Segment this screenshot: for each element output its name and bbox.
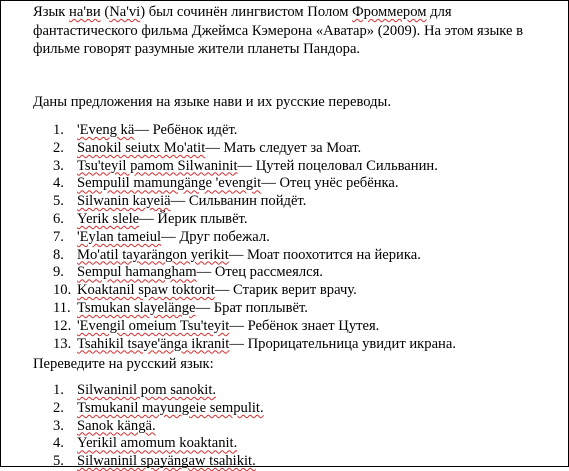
task-sentence: Yerikil amomum koaktanit. — [77, 435, 238, 452]
list-item — [53, 140, 456, 158]
item-number: 6. — [53, 210, 64, 227]
navi-sentence: Yerik slele — [77, 210, 140, 227]
examples-list — [53, 122, 456, 353]
item-number: 10. — [53, 282, 72, 299]
item-number: 5. — [53, 193, 64, 210]
list-item — [53, 211, 456, 229]
item-number: 1. — [53, 382, 64, 398]
item-number: 11. — [53, 299, 71, 316]
list-item — [53, 318, 456, 336]
navi-sentence: Tsmukan slayelänge — [77, 299, 196, 316]
russian-translation: — Ребёнок идёт. — [134, 122, 238, 138]
list-item — [53, 300, 456, 318]
task-sentence: Silwaninil pom sanokit. — [77, 382, 217, 398]
russian-translation: — Мать следует за Моат. — [205, 139, 362, 156]
intro-text: ( — [100, 4, 110, 20]
intro-paragraph — [33, 3, 553, 59]
navi-sentence: Koaktanil spaw toktorit — [77, 282, 215, 299]
list-item — [53, 264, 456, 282]
navi-sentence: 'Eylan tameiul — [77, 228, 162, 245]
examples-heading: Даны предложения на языке нави и их русские переводы. — [33, 94, 391, 110]
item-number: 2. — [53, 139, 64, 156]
list-item — [53, 158, 456, 176]
intro-navi-latin: Na'vi — [109, 4, 141, 20]
navi-sentence: Sempul hamangham — [77, 264, 197, 281]
navi-sentence: Sanokil seiutx Mo'atit — [77, 139, 206, 156]
navi-sentence: Tsu'teyil pamom Silwaninit — [77, 157, 238, 174]
list-item — [53, 453, 264, 471]
russian-translation: — Отец унёс ребёнка. — [261, 175, 399, 192]
intro-text: Язык — [33, 4, 70, 20]
russian-translation: — Ребёнок знает Цутея. — [229, 317, 380, 334]
item-number: 13. — [53, 335, 72, 352]
navi-sentence: 'Eveng kä — [77, 122, 135, 138]
russian-translation: — Друг побежал. — [161, 228, 270, 245]
intro-text: для фантастического фильма Джеймса Кэмерона «Аватар» (2009). На этом языке в фильме говорят разумные жители планеты Пандора. — [33, 4, 524, 57]
item-number: 2. — [53, 399, 64, 416]
item-number: 5. — [53, 453, 64, 470]
item-number: 4. — [53, 435, 64, 452]
russian-translation: — Моат поохотится на йерика. — [228, 246, 421, 263]
russian-translation: — Йерик плывёт. — [139, 210, 248, 227]
russian-translation: — Брат поплывёт. — [195, 299, 308, 316]
intro-text: ) был сочинён лингвистом Полом — [140, 4, 353, 20]
russian-translation: — Отец рассмеялся. — [196, 264, 323, 281]
item-number: 3. — [53, 417, 64, 434]
navi-sentence: Tsahikil tsaye'änga ikranit — [77, 335, 230, 352]
navi-sentence: Mo'atil tayarängon yerikit — [77, 246, 229, 263]
tasks-list — [53, 382, 264, 471]
list-item — [53, 400, 264, 418]
item-number: 3. — [53, 157, 64, 174]
list-item — [53, 382, 264, 400]
list-item — [53, 122, 456, 140]
list-item — [53, 175, 456, 193]
item-number: 12. — [53, 317, 72, 334]
russian-translation: — Старик верит врачу. — [214, 282, 357, 299]
task-sentence: Tsmukanil mayungeie sempulit. — [77, 399, 264, 416]
item-number: 8. — [53, 246, 64, 263]
task-heading: Переведите на русский язык: — [33, 356, 214, 372]
list-item — [53, 435, 264, 453]
item-number: 4. — [53, 175, 64, 192]
item-number: 9. — [53, 264, 64, 281]
item-number: 7. — [53, 228, 64, 245]
list-item — [53, 418, 264, 436]
russian-translation: — Цутей поцеловал Сильванин. — [237, 157, 438, 174]
list-item — [53, 247, 456, 265]
intro-navi-word: на'ви — [69, 4, 101, 20]
task-sentence: Silwaninil spayängaw tsahikit. — [77, 453, 256, 470]
navi-sentence: Silwanin kayeiä — [77, 193, 171, 210]
intro-surname: Фроммером — [352, 4, 427, 20]
list-item — [53, 229, 456, 247]
item-number: 1. — [53, 122, 64, 138]
list-item — [53, 336, 456, 354]
list-item — [53, 193, 456, 211]
navi-sentence: Sempulil mamungänge 'evengit — [77, 175, 262, 192]
russian-translation: — Прорицательница увидит икрана. — [229, 335, 456, 352]
navi-sentence: 'Evengil omeium Tsu'teyit — [77, 317, 230, 334]
list-item — [53, 282, 456, 300]
task-sentence: Sanok kängä. — [77, 417, 156, 434]
russian-translation: — Сильванин пойдёт. — [170, 193, 307, 210]
